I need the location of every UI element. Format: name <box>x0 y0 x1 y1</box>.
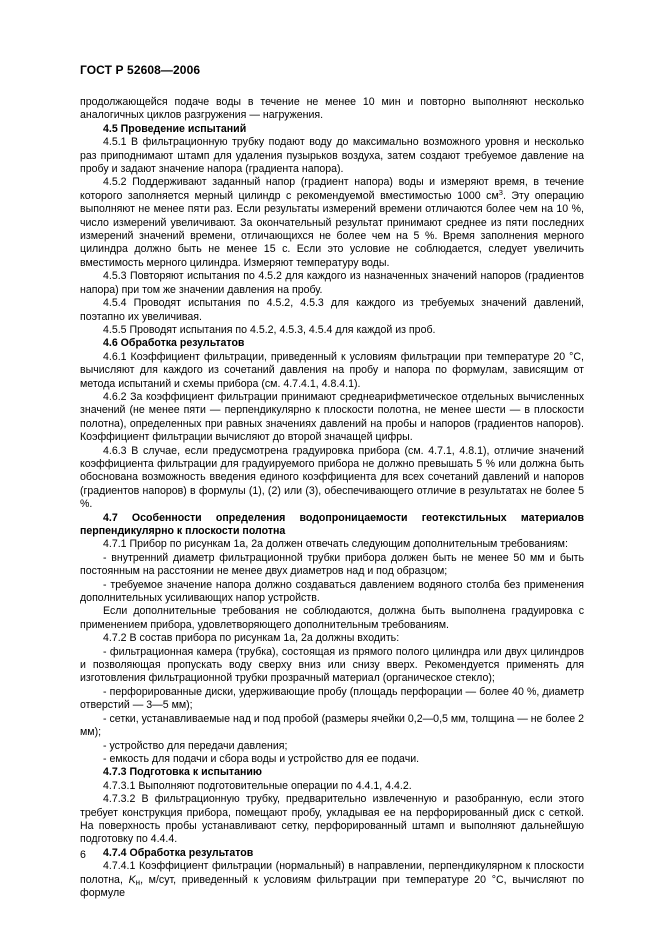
list-item: - емкость для подачи и сбора воды и устройство для ее подачи. <box>103 752 420 765</box>
section-heading-4-7-3: 4.7.3 Подготовка к испытанию <box>103 766 262 779</box>
section-heading-4-6: 4.6 Обработка результатов <box>103 337 245 350</box>
paragraph-4-5-2 <box>80 176 584 270</box>
section-heading-4-7-4: 4.7.4 Обработка результатов <box>103 846 254 859</box>
list-item: - требуемое значение напора должно создаваться давлением водяного столба без применения дополнительных усиливающих напор устройств. <box>80 578 584 605</box>
document-header: ГОСТ Р 52608—2006 <box>80 63 201 77</box>
list-item: - устройство для передачи давления; <box>103 739 288 752</box>
paragraph-4-5-4: 4.5.4 Проводят испытания по 4.5.2, 4.5.3 для каждого из требуемых значений давлений, поэтапно их увеличивая. <box>80 297 584 323</box>
list-item: - внутренний диаметр фильтрационной трубки прибора должен быть не менее 50 мм и быть постоянным на расстоянии не менее двух диаметров над и под образцом; <box>80 551 584 578</box>
paragraph-4-5-5: 4.5.5 Проводят испытания по 4.5.2, 4.5.3, 4.5.4 для каждой из проб. <box>103 323 436 336</box>
paragraph-4-6-1: 4.6.1 Коэффициент фильтрации, приведенный к условиям фильтрации при температуре 20 °С, вычисляют для каждого из сочетаний давления на пробу и напора по формулам, зависящим от метода испытаний и схемы прибора (см. 4.7.4.1, 4.8.4.1). <box>80 350 584 390</box>
paragraph-4-6-2: 4.6.2 За коэффициент фильтрации принимают среднеарифметическое отдельных вычисленных значений (не менее пяти — перпендикулярно к плоскости полотна, не менее шести — в плоскости полотна), определенных при равных значениях давлений на пробы и напоров (градиентов напоров). Коэффициент фильтрации вычисляют до второй значащей цифры. <box>80 390 584 444</box>
paragraph-4-7-4-1 <box>80 860 584 900</box>
page-number: 6 <box>80 849 86 861</box>
paragraph-4-5-1: 4.5.1 В фильтрационную трубку подают воду до максимально возможного уровня и несколько раз приподнимают штамп для удаления пузырьков воздуха, затем создают требуемое давление на пробу и задают значение напора (градиента напора). <box>80 136 584 176</box>
subscript-n: н <box>135 877 141 887</box>
paragraph: продолжающейся подаче воды в течение не менее 10 мин и повторно выполняют несколько аналогичных циклов разгружения — нагружения. <box>80 96 584 122</box>
paragraph-4-7-1: 4.7.1 Прибор по рисункам 1а, 2а должен отвечать следующим дополнительным требованиям: <box>103 538 568 551</box>
paragraph-4-7-2: 4.7.2 В состав прибора по рисункам 1а, 2а должны входить: <box>103 632 400 645</box>
list-item: - фильтрационная камера (трубка), состоящая из прямого полого цилиндра или двух цилиндров и позволяющая пропускать воду сверху вниз или снизу вверх. Рекомендуется применять для изготовления фильтрационной трубки прозрачный материал (органическое стекло); <box>80 645 584 685</box>
paragraph-4-7-3-1: 4.7.3.1 Выполняют подготовительные операции по 4.4.1, 4.4.2. <box>103 779 412 792</box>
paragraph-4-7-4-1-text: 4.7.4.1 Коэффициент фильтрации (нормальный) в направлении, перпендикулярном к плоскости полотна, <box>80 860 584 886</box>
section-heading-4-7: 4.7 Особенности определения водопроницаемости геотекстильных материалов перпендикулярно к плоскости полотна <box>80 511 584 537</box>
paragraph-4-7-3-2: 4.7.3.2 В фильтрационную трубку, предварительно извлеченную и разобранную, если этого требует конструкция прибора, помещают пробу, укладывая ее на перфорированный диск с сеткой. На поверхность пробы устанавливают сетку, перфорированный штамп и выполняют дальнейшую подготовку по 4.4.4. <box>80 793 584 846</box>
paragraph-4-6-3: 4.6.3 В случае, если предусмотрена градуировка прибора (см. 4.7.1, 4.8.1), отличие значений коэффициента фильтрации для градуируемого прибора не должно превышать 5 % или должна быть обоснована возможность введения единого коэффициента для всех сочетаний давлений и напоров (градиентов напоров) в формулы (1), (2) или (3), обеспечивающего отличие в результатах не более 5 %. <box>80 444 584 511</box>
paragraph-4-5-3: 4.5.3 Повторяют испытания по 4.5.2 для каждого из назначенных значений напоров (градиентов напора) при том же значении давления на пробу. <box>80 270 584 296</box>
document-body <box>80 96 584 900</box>
list-item: - сетки, устанавливаемые над и под пробой (размеры ячейки 0,2—0,5 мм, толщина — не более 2 мм); <box>80 712 584 739</box>
symbol-k: K <box>128 873 136 886</box>
paragraph-4-5-2-text: 4.5.2 Поддерживают заданный напор (градиент напора) воды и измеряют время, в течение которого заполняется мерный цилиндр с рекомендуемой вместимостью 1000 см <box>80 176 584 202</box>
paragraph-4-5-2-text-cont: . Эту операцию выполняют не менее пяти раз. Если результаты измерений времени отличаются более чем на 10 %, число измерений увеличивают. За окончательный результат принимают среднее из пяти последних измерений значений времени, отличающихся не более чем на 5 %. Время заполнения мерного цилиндра должно быть не менее 15 с. Если это условие не соблюдается, следует увеличить вместимость мерного цилиндра. Измеряют температуру воды. <box>80 189 584 269</box>
list-item: - перфорированные диски, удерживающие пробу (площадь перфорации — более 40 %, диаметр отверстий — 3—5 мм); <box>80 685 584 712</box>
paragraph: Если дополнительные требования не соблюдаются, должна быть выполнена градуировка с применением прибора, удовлетворяющего дополнительным требованиям. <box>80 605 584 631</box>
section-heading-4-5: 4.5 Проведение испытаний <box>103 122 247 135</box>
superscript-3: 3 <box>498 187 503 197</box>
paragraph-4-7-4-1-text-cont: , м/сут, приведенный к условиям фильтрации при температуре 20 °С, вычисляют по формуле <box>80 873 584 899</box>
